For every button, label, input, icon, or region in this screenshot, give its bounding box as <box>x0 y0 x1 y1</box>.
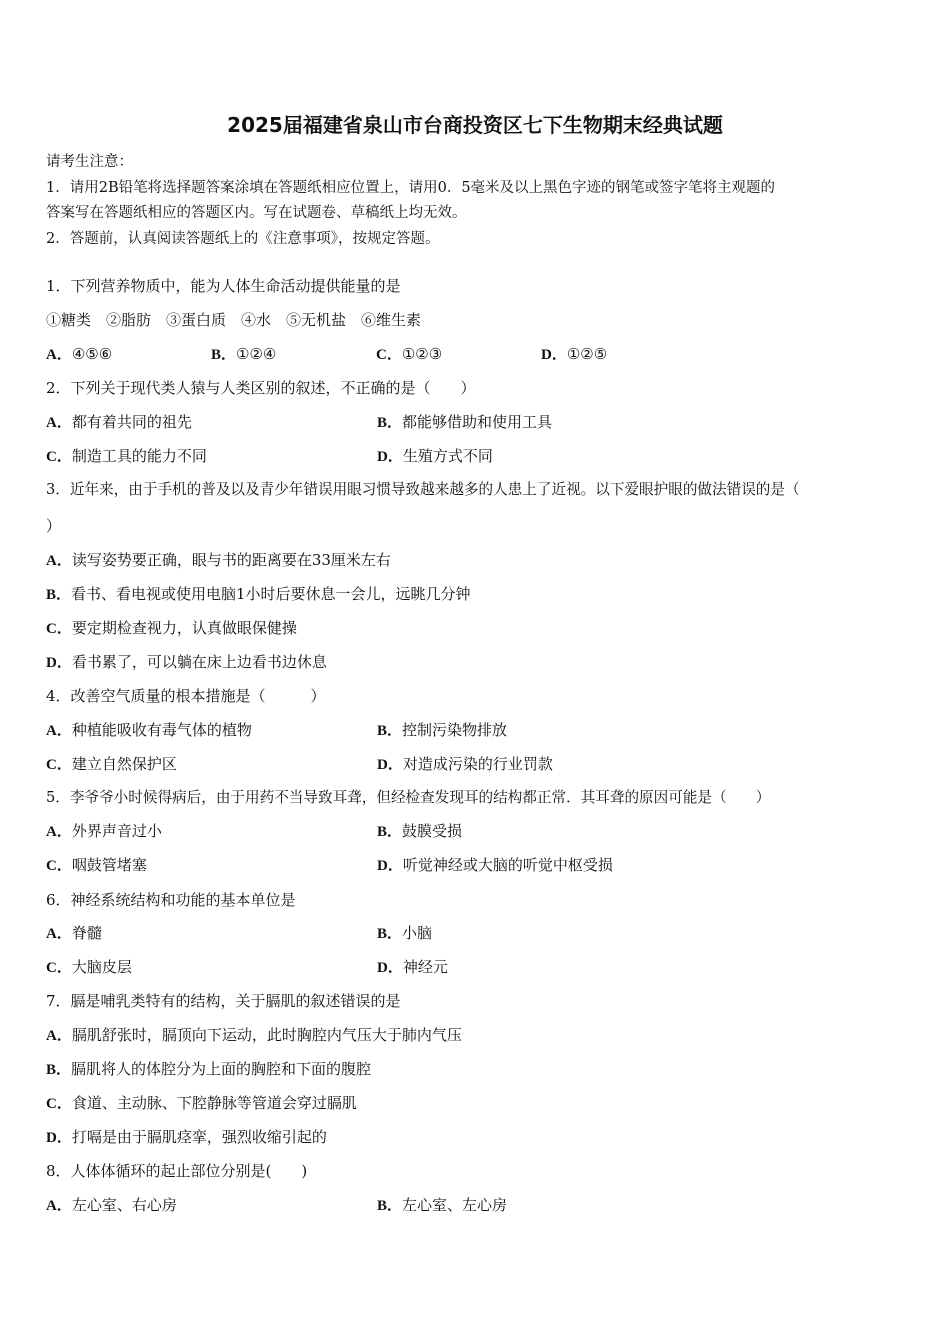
question-5-option-a: A．外界声音过小 <box>46 822 162 840</box>
question-5-option-c: C．咽鼓管堵塞 <box>46 856 147 874</box>
question-3-option-c: C．要定期检查视力，认真做眼保健操 <box>46 619 297 637</box>
question-8-option-b: B．左心室、左心房 <box>377 1196 508 1214</box>
question-3-stem-continued: ） <box>46 517 62 535</box>
question-6-option-c: C．大脑皮层 <box>46 958 132 976</box>
question-7-stem: 7．膈是哺乳类特有的结构，关于膈肌的叙述错误的是 <box>46 992 401 1010</box>
question-6-option-a: A．脊髓 <box>46 924 102 942</box>
question-6-option-b: B．小脑 <box>377 924 433 942</box>
question-2-option-a: A．都有着共同的祖先 <box>46 413 192 431</box>
question-6-stem: 6．神经系统结构和功能的基本单位是 <box>46 891 296 909</box>
question-4-option-b: B．控制污染物排放 <box>377 721 508 739</box>
question-5-option-b: B．鼓膜受损 <box>377 822 463 840</box>
question-3-stem: 3．近年来，由于手机的普及以及青少年错误用眼习惯导致越来越多的人患上了近视。以下爱眼护眼的做法错误的是（ <box>46 481 800 498</box>
question-7-option-c: C．食道、主动脉、下腔静脉等管道会穿过膈肌 <box>46 1094 357 1112</box>
notice-item: 答案写在答题纸相应的答题区内。写在试题卷、草稿纸上均无效。 <box>46 205 467 221</box>
question-4-stem: 4．改善空气质量的根本措施是（ ） <box>46 687 326 705</box>
question-2-option-c: C．制造工具的能力不同 <box>46 447 207 465</box>
question-6-option-d: D．神经元 <box>377 958 448 976</box>
question-1-option-d: D．①②⑤ <box>541 345 608 363</box>
notice-heading: 请考生注意： <box>46 154 133 170</box>
question-1-stem: 1．下列营养物质中，能为人体生命活动提供能量的是 <box>46 277 401 295</box>
question-8-stem: 8．人体体循环的起止部位分别是( ) <box>46 1162 308 1180</box>
notice-item: 1．请用2B铅笔将选择题答案涂填在答题纸相应位置上，请用0．5毫米及以上黑色字迹的钢笔或签字笔将主观题的 <box>46 179 776 196</box>
question-4-option-a: A．种植能吸收有毒气体的植物 <box>46 721 252 739</box>
question-5-option-d: D．听觉神经或大脑的听觉中枢受损 <box>377 856 613 874</box>
question-1-substances: ①糖类 ②脂肪 ③蛋白质 ④水 ⑤无机盐 ⑥维生素 <box>46 311 422 329</box>
question-7-option-b: B．膈肌将人的体腔分为上面的胸腔和下面的腹腔 <box>46 1060 372 1078</box>
question-3-option-a: A．读写姿势要正确，眼与书的距离要在33厘米左右 <box>46 551 391 569</box>
question-7-option-d: D．打嗝是由于膈肌痉挛，强烈收缩引起的 <box>46 1128 327 1146</box>
notice-item: 2．答题前，认真阅读答题纸上的《注意事项》，按规定答题。 <box>46 230 440 247</box>
question-1-option-a: A．④⑤⑥ <box>46 345 113 363</box>
page-title: 2025届福建省泉山市台商投资区七下生物期末经典试题 <box>227 113 723 137</box>
question-1-option-b: B．①②④ <box>211 345 277 363</box>
question-7-option-a: A．膈肌舒张时，膈顶向下运动，此时胸腔内气压大于肺内气压 <box>46 1026 462 1044</box>
question-4-option-d: D．对造成污染的行业罚款 <box>377 755 553 773</box>
question-2-option-d: D．生殖方式不同 <box>377 447 493 465</box>
question-1-option-c: C．①②③ <box>376 345 443 363</box>
notice-block <box>46 150 906 252</box>
question-3-option-d: D．看书累了，可以躺在床上边看书边休息 <box>46 653 327 671</box>
question-2-option-b: B．都能够借助和使用工具 <box>377 413 553 431</box>
question-3-option-b: B．看书、看电视或使用电脑1小时后要休息一会儿，远眺几分钟 <box>46 585 471 603</box>
question-8-option-a: A．左心室、右心房 <box>46 1196 177 1214</box>
question-2-stem: 2．下列关于现代类人猿与人类区别的叙述，不正确的是（ ） <box>46 379 476 397</box>
question-4-option-c: C．建立自然保护区 <box>46 755 177 773</box>
question-5-stem: 5．李爷爷小时候得病后，由于用药不当导致耳聋，但经检查发现耳的结构都正常．其耳聋的原因可能是（ ） <box>46 789 771 806</box>
